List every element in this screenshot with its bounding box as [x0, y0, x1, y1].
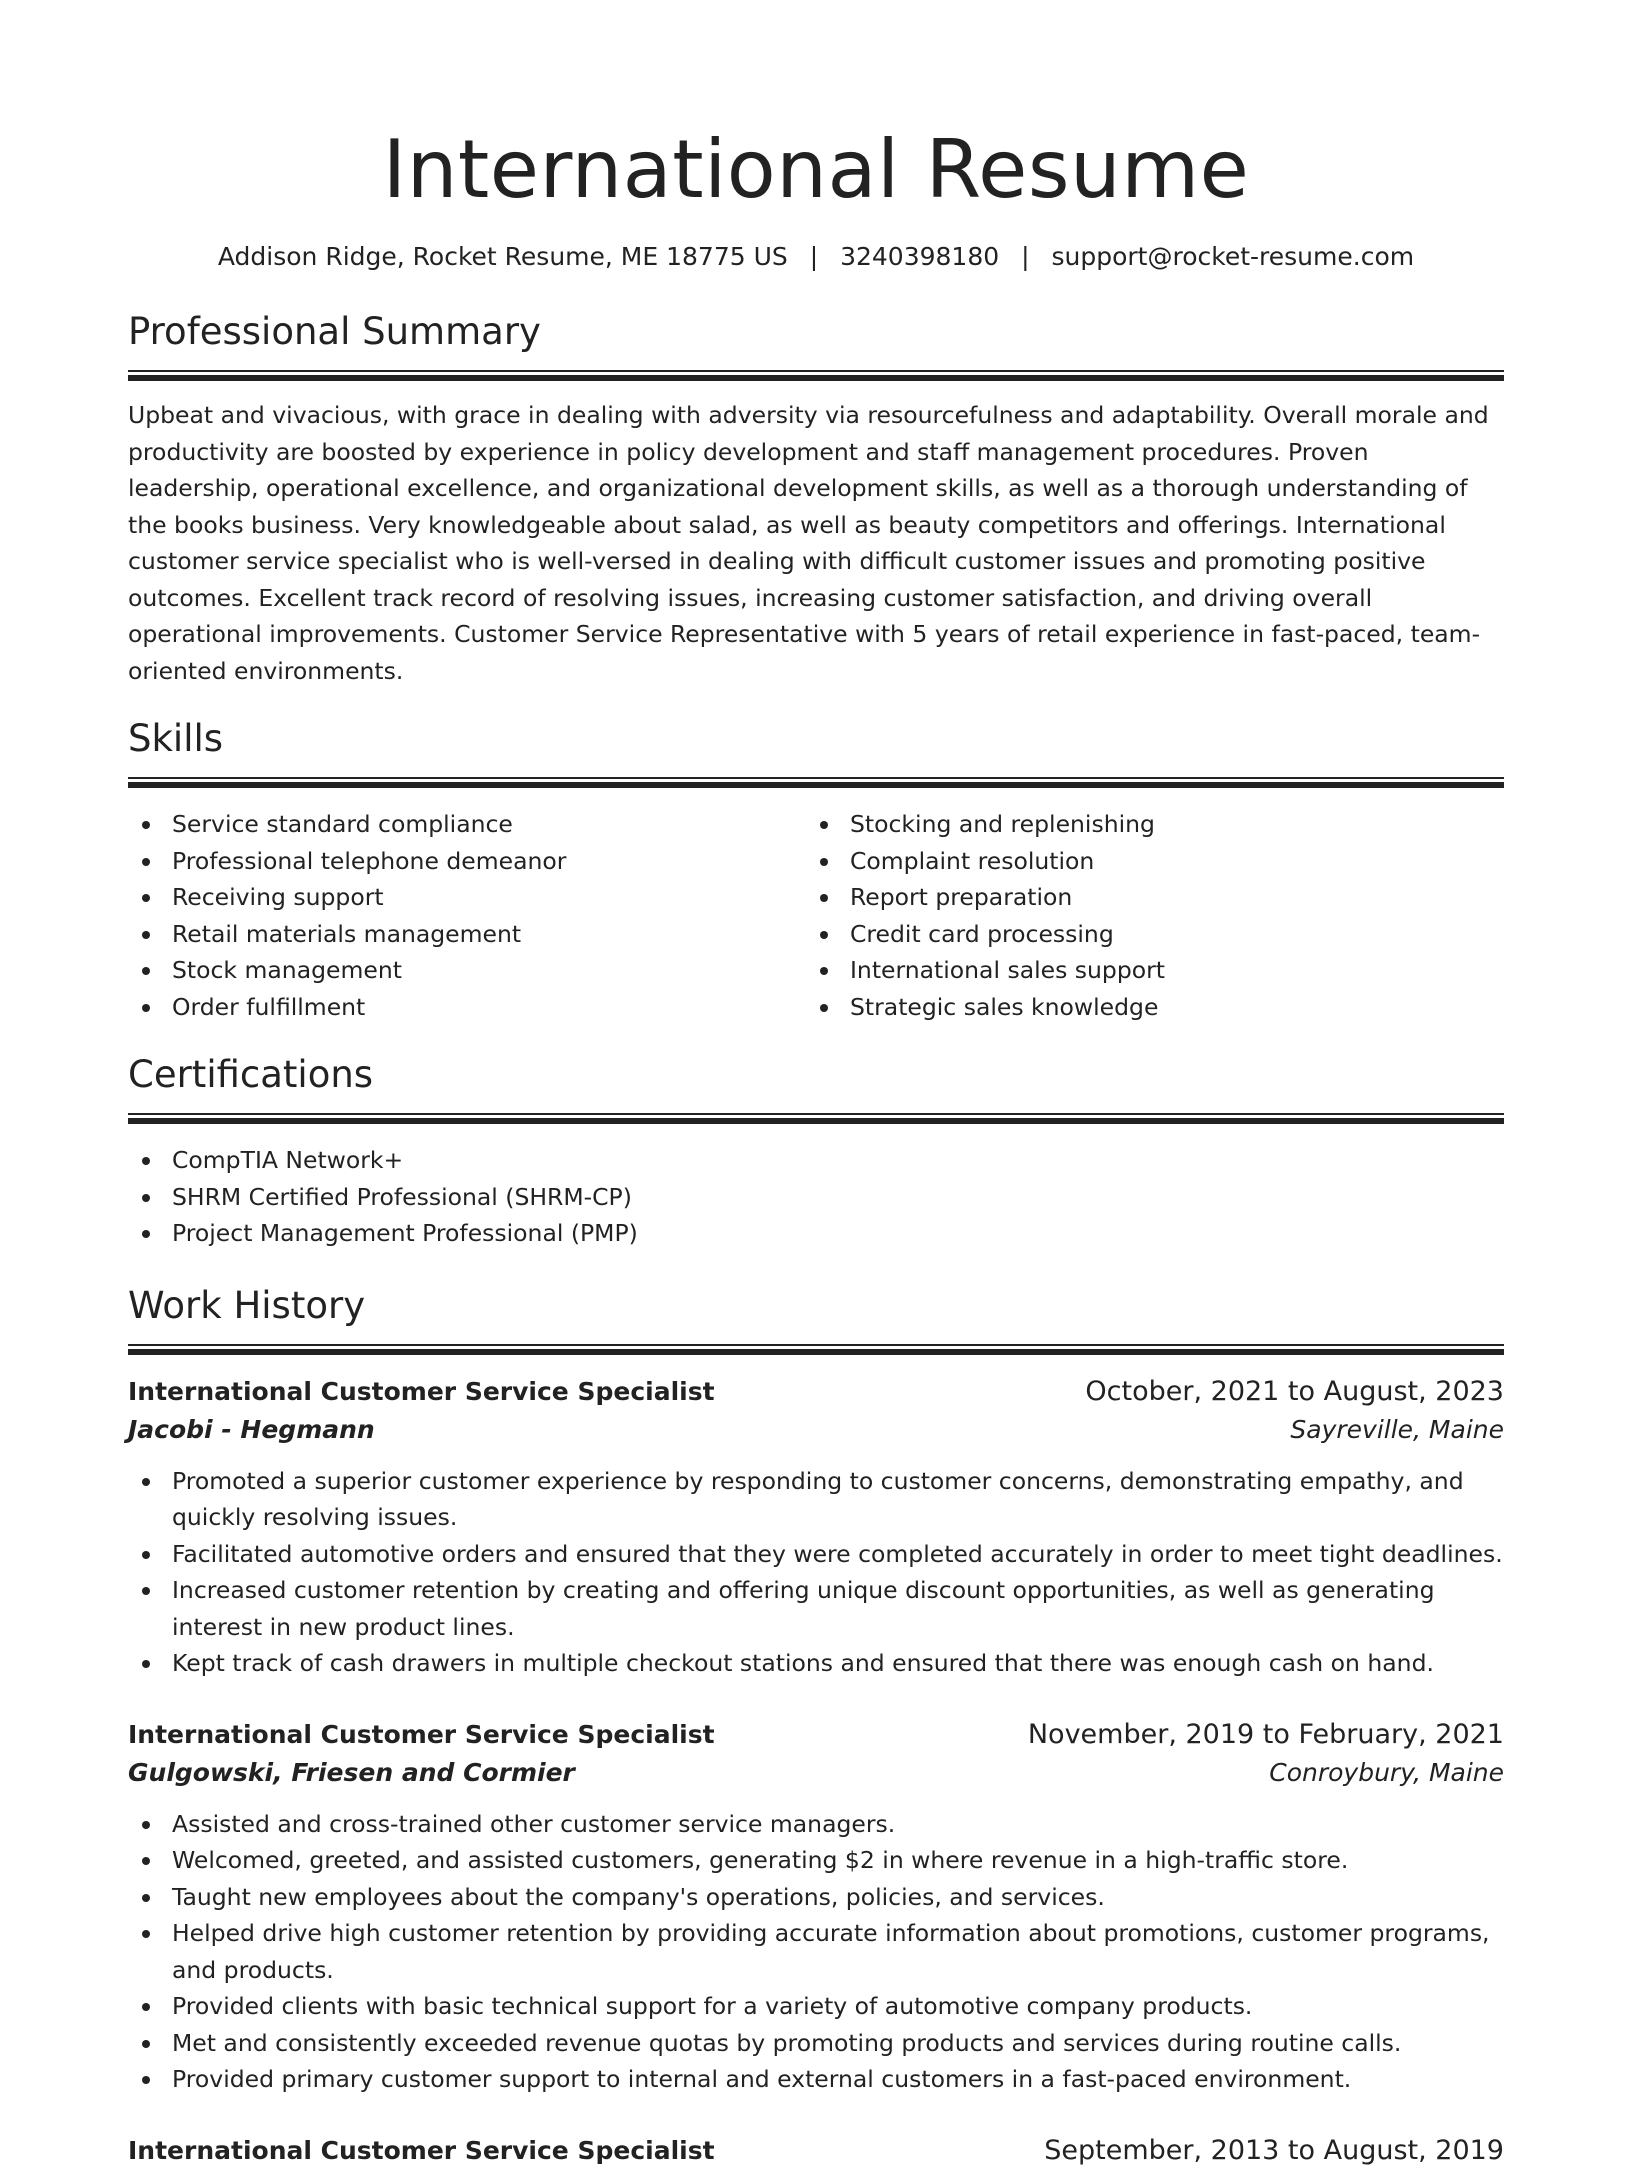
- skill-item: Professional telephone demeanor: [128, 843, 806, 880]
- section-title-certifications: Certifications: [128, 1053, 374, 1096]
- job-company: Jacobi - Hegmann: [128, 1414, 375, 1444]
- job-duty: Assisted and cross-trained other customer service managers.: [128, 1806, 1504, 1843]
- job-location: Conroybury, Maine: [1269, 1757, 1504, 1787]
- certification-item: Project Management Professional (PMP): [128, 1215, 1504, 1252]
- skill-item: Receiving support: [128, 879, 806, 916]
- job-entry: [128, 2132, 1504, 2170]
- job-title: International Customer Service Specialist: [128, 1376, 715, 1406]
- skill-item: Stocking and replenishing: [806, 806, 1484, 843]
- section-divider: [128, 777, 1504, 788]
- job-duty: Provided clients with basic technical support for a variety of automotive company products.: [128, 1988, 1504, 2025]
- resume-page: [128, 0, 1504, 2170]
- certification-item: CompTIA Network+: [128, 1142, 1504, 1179]
- job-duty: Kept track of cash drawers in multiple checkout stations and ensured that there was enough cash on hand.: [128, 1645, 1504, 1682]
- job-company-row: [128, 1411, 1504, 1449]
- job-duty: Welcomed, greeted, and assisted customers, generating $2 in where revenue in a high-traffic store.: [128, 1842, 1504, 1879]
- section-divider: [128, 1113, 1504, 1124]
- job-company-row: [128, 1754, 1504, 1792]
- job-dates: September, 2013 to August, 2019: [1044, 2134, 1504, 2166]
- certification-list: [128, 1142, 1504, 1252]
- work-history-section: [128, 1282, 1504, 2170]
- summary-section: [128, 308, 1504, 689]
- skill-item: Complaint resolution: [806, 843, 1484, 880]
- certification-item: SHRM Certified Professional (SHRM-CP): [128, 1179, 1504, 1216]
- contact-email: support@rocket-resume.com: [1051, 242, 1415, 271]
- job-dates: November, 2019 to February, 2021: [1027, 1718, 1504, 1750]
- section-divider: [128, 1344, 1504, 1355]
- job-header-row: [128, 2132, 1504, 2170]
- resume-name: International Resume: [382, 123, 1250, 216]
- skill-item: Credit card processing: [806, 916, 1484, 953]
- skill-item: Stock management: [128, 952, 806, 989]
- summary-text: Upbeat and vivacious, with grace in dealing with adversity via resourcefulness and adaptability. Overall morale and productivity are boosted by experience in policy development and staff management procedures. Proven leadership, operational excellence, and organizational development skills, as well as a thorough understanding of the books business. Very knowledgeable about salad, as well as beauty competitors and offerings. International customer service specialist who is well-versed in dealing with difficult customer issues and promoting positive outcomes. Excellent track record of resolving issues, increasing customer satisfaction, and driving overall operational improvements. Customer Service Representative with 5 years of retail experience in fast-paced, team-oriented environments.: [128, 401, 1489, 685]
- contact-address: Addison Ridge, Rocket Resume, ME 18775 US: [217, 242, 788, 271]
- section-divider: [128, 370, 1504, 381]
- section-title-skills: Skills: [128, 717, 224, 760]
- contact-separator: |: [1021, 242, 1030, 271]
- job-duties: [128, 1806, 1504, 2098]
- skill-item: International sales support: [806, 952, 1484, 989]
- skill-item: Order fulfillment: [128, 989, 806, 1026]
- job-company: Gulgowski, Friesen and Cormier: [128, 1757, 575, 1787]
- contact-line: [128, 240, 1504, 274]
- job-title: International Customer Service Specialist: [128, 1719, 715, 1749]
- job-duty: Promoted a superior customer experience by responding to customer concerns, demonstrating empathy, and quickly resolving issues.: [128, 1463, 1504, 1536]
- certifications-section: [128, 1051, 1504, 1252]
- section-title-summary: Professional Summary: [128, 310, 541, 353]
- job-title: International Customer Service Specialist: [128, 2135, 715, 2165]
- job-duty: Met and consistently exceeded revenue quotas by promoting products and services during routine calls.: [128, 2025, 1504, 2062]
- job-entry: [128, 1373, 1504, 1682]
- job-duty: Facilitated automotive orders and ensured that they were completed accurately in order to meet tight deadlines.: [128, 1536, 1504, 1573]
- job-duty: Provided primary customer support to internal and external customers in a fast-paced environment.: [128, 2061, 1504, 2098]
- contact-separator: |: [809, 242, 819, 271]
- skills-column-right: [806, 806, 1484, 1025]
- skills-grid: [128, 806, 1504, 1025]
- skill-item: Service standard compliance: [128, 806, 806, 843]
- section-title-work-history: Work History: [128, 1283, 366, 1327]
- job-duty: Helped drive high customer retention by providing accurate information about promotions, customer programs, and products.: [128, 1915, 1504, 1988]
- job-duties: [128, 1463, 1504, 1682]
- job-header-row: [128, 1373, 1504, 1411]
- job-header-row: [128, 1716, 1504, 1754]
- skill-item: Retail materials management: [128, 916, 806, 953]
- job-location: Sayreville, Maine: [1290, 1414, 1504, 1444]
- skills-section: [128, 715, 1504, 1025]
- job-dates: October, 2021 to August, 2023: [1085, 1375, 1504, 1407]
- skills-column-left: [128, 806, 806, 1025]
- job-entry: [128, 1716, 1504, 2098]
- job-duty: Increased customer retention by creating and offering unique discount opportunities, as well as generating interest in new product lines.: [128, 1572, 1504, 1645]
- skill-item: Strategic sales knowledge: [806, 989, 1484, 1026]
- skill-item: Report preparation: [806, 879, 1484, 916]
- job-duty: Taught new employees about the company's operations, policies, and services.: [128, 1879, 1504, 1916]
- contact-phone: 3240398180: [840, 242, 1000, 271]
